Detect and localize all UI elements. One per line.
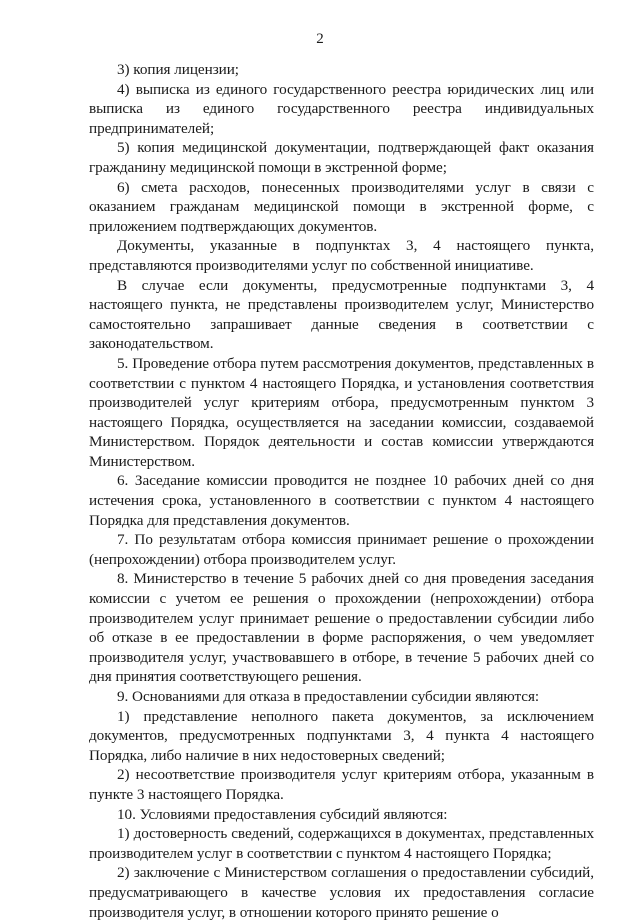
paragraph: 4) выписка из единого государственного реестра юридических лиц или выписка из единого государственного реестра индивидуальных предпринимателей;	[89, 80, 594, 137]
paragraph: 5) копия медицинской документации, подтверждающей факт оказания гражданину медицинской помощи в экстренной форме;	[89, 139, 594, 176]
paragraph: 6) смета расходов, понесенных производителями услуг в связи с оказанием гражданам медицинской помощи в экстренной форме, с приложением подтверждающих документов.	[89, 178, 594, 235]
paragraph: 10. Условиями предоставления субсидий являются:	[117, 805, 448, 823]
paragraph: 8. Министерство в течение 5 рабочих дней со дня проведения заседания комиссии с учетом ее решения о прохождении (непрохождении) отбора производителем услуг принимает решение о предоставлении субсидии либо об отказе в ее предоставлении в форме распоряжения, о чем уведомляет производителя услуг, участвовавшего в отборе, в течение 5 рабочих дней со дня принятия соответствующего решения.	[89, 570, 594, 686]
page-number: 2	[316, 31, 324, 47]
paragraph: 5. Проведение отбора путем рассмотрения документов, представленных в соответствии с пунктом 4 настоящего Порядка, и установления соответствия производителей услуг критериям отбора, предусмотренным пунктом 3 настоящего Порядка, осуществляется на заседании комиссии, создаваемой Министерством. Порядок деятельности и состав комиссии утверждаются Министерством.	[89, 354, 594, 470]
paragraph: В случае если документы, предусмотренные подпунктами 3, 4 настоящего пункта, не представлены производителем услуг, Министерство самостоятельно запрашивает данные сведения в соответствии с законодательством.	[89, 276, 594, 353]
paragraph: 1) достоверность сведений, содержащихся в документах, представленных производителем услуг в соответствии с пунктом 4 настоящего Порядка;	[89, 825, 594, 862]
paragraph: Документы, указанные в подпунктах 3, 4 настоящего пункта, представляются производителями услуг по собственной инициативе.	[89, 237, 594, 274]
paragraph: 9. Основаниями для отказа в предоставлении субсидии являются:	[117, 688, 540, 705]
paragraph: 2) заключение с Министерством соглашения о предоставлении субсидий, предусматривающего в качестве условия их предоставления согласие производителя услуг, в отношении которого принято решение о	[89, 864, 594, 921]
document-body	[89, 60, 594, 922]
paragraph: 3) копия лицензии;	[117, 61, 239, 78]
paragraph: 7. По результатам отбора комиссия принимает решение о прохождении (непрохождении) отбора производителем услуг.	[89, 531, 594, 568]
paragraph: 1) представление неполного пакета документов, за исключением документов, предусмотренных подпунктами 3, 4 пункта 4 настоящего Порядка, либо наличие в них недостоверных сведений;	[89, 707, 594, 764]
paragraph: 2) несоответствие производителя услуг критериям отбора, указанным в пункте 3 настоящего Порядка.	[89, 766, 594, 803]
paragraph: 6. Заседание комиссии проводится не позднее 10 рабочих дней со дня истечения срока, установленного в соответствии с пунктом 4 настоящего Порядка для представления документов.	[89, 472, 594, 529]
